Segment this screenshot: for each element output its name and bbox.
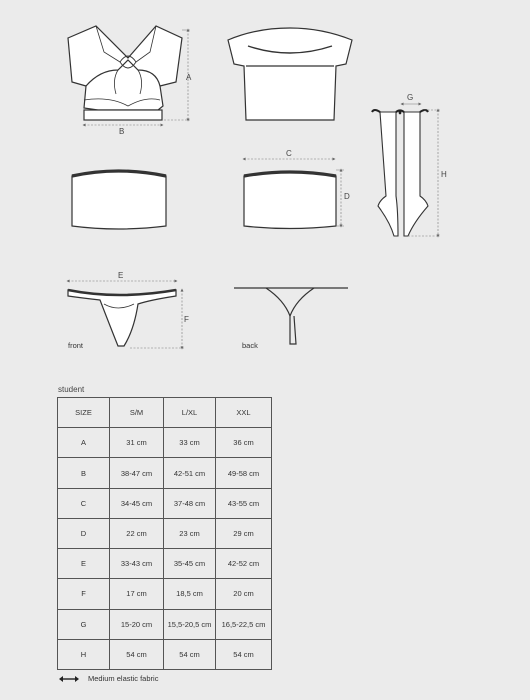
label-h: H (441, 170, 447, 179)
label-e: E (118, 271, 124, 280)
table-cell: C (58, 488, 110, 518)
table-cell: 54 cm (164, 639, 216, 669)
table-header-row (58, 398, 272, 428)
table-cell: 31 cm (110, 428, 164, 458)
table-header-cell: L/XL (164, 398, 216, 428)
table-cell: G (58, 609, 110, 639)
table-cell: 54 cm (216, 639, 272, 669)
table-header-cell: XXL (216, 398, 272, 428)
table-cell: D (58, 518, 110, 548)
table-cell: 36 cm (216, 428, 272, 458)
caption-front: front (68, 341, 84, 350)
table-cell: F (58, 579, 110, 609)
skirt-front-sketch (72, 171, 166, 229)
table-cell: 29 cm (216, 518, 272, 548)
table-row (58, 579, 272, 609)
caption-back: back (242, 341, 258, 350)
table-header-cell: SIZE (58, 398, 110, 428)
table-cell: 38-47 cm (110, 458, 164, 488)
table-cell: 18,5 cm (164, 579, 216, 609)
dimension-b (84, 125, 162, 136)
table-cell: 43-55 cm (216, 488, 272, 518)
label-g: G (407, 93, 414, 102)
table-cell: 33 cm (164, 428, 216, 458)
table-cell: H (58, 639, 110, 669)
dimension-e (68, 271, 176, 281)
dimension-d (336, 170, 350, 226)
table-row (58, 609, 272, 639)
table-header-cell: S/M (110, 398, 164, 428)
table-cell: 54 cm (110, 639, 164, 669)
dimension-g (402, 93, 420, 104)
size-table (57, 397, 272, 670)
top-front-sketch (68, 26, 182, 120)
label-b: B (119, 127, 125, 136)
label-f: F (184, 315, 189, 324)
skirt-back-sketch (244, 172, 336, 229)
table-cell: 15-20 cm (110, 609, 164, 639)
table-row (58, 549, 272, 579)
table-row (58, 639, 272, 669)
table-cell: 42-52 cm (216, 549, 272, 579)
table-cell: 23 cm (164, 518, 216, 548)
table-cell: 35-45 cm (164, 549, 216, 579)
thong-front-sketch (68, 290, 176, 346)
double-arrow-icon (58, 675, 80, 683)
table-cell: 20 cm (216, 579, 272, 609)
label-a: A (186, 73, 192, 82)
table-row (58, 488, 272, 518)
table-cell: 17 cm (110, 579, 164, 609)
table-cell: 16,5-22,5 cm (216, 609, 272, 639)
label-d: D (344, 192, 350, 201)
table-cell: 33-43 cm (110, 549, 164, 579)
table-cell: A (58, 428, 110, 458)
table-cell: 34-45 cm (110, 488, 164, 518)
table-title: student (58, 385, 85, 394)
table-cell: B (58, 458, 110, 488)
stockings-sketch (372, 110, 428, 236)
thong-back-sketch (234, 288, 348, 344)
table-cell: 49-58 cm (216, 458, 272, 488)
table-row (58, 428, 272, 458)
table-row (58, 458, 272, 488)
table-cell: 37-48 cm (164, 488, 216, 518)
legend (58, 674, 158, 683)
top-back-sketch (228, 28, 352, 120)
label-c: C (286, 149, 292, 158)
table-cell: 15,5-20,5 cm (164, 609, 216, 639)
table-row (58, 518, 272, 548)
table-cell: E (58, 549, 110, 579)
table-cell: 22 cm (110, 518, 164, 548)
table-cell: 42-51 cm (164, 458, 216, 488)
legend-text: Medium elastic fabric (88, 674, 159, 683)
dimension-c (244, 149, 334, 159)
